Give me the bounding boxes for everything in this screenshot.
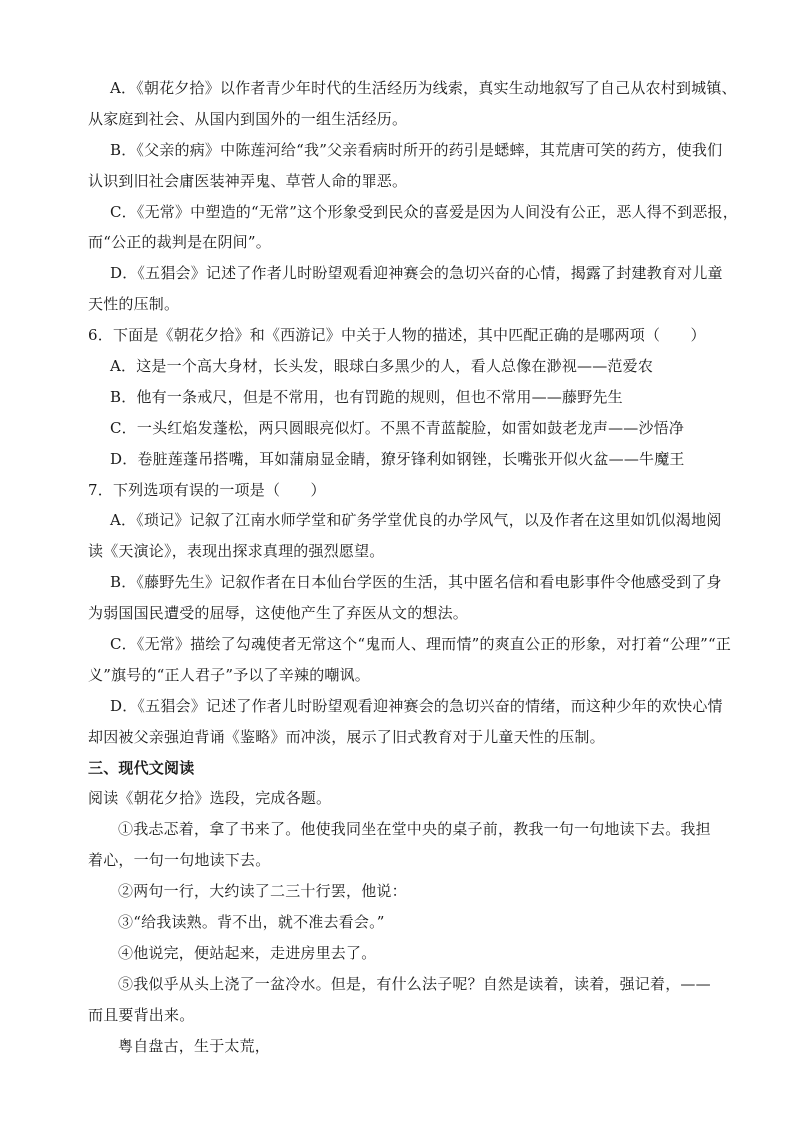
q7-option-b-line1: B．《藤野先生》记叙作者在日本仙台学医的生活，其中匿名信和看电影事件令他感受到了身 xyxy=(110,573,722,592)
q7-option-c-line1: C．《无常》描绘了勾魂使者无常这个“鬼而人、理而情”的爽直公正的形象，对打着“公理”“正 xyxy=(110,635,732,654)
document-page xyxy=(88,78,738,1067)
passage-paragraph-1-line1: ①我忐忑着，拿了书来了。他使我同坐在堂中央的桌子前，教我一句一句地读下去。我担 xyxy=(118,820,711,839)
reading-intro: 阅读《朝花夕拾》选段，完成各题。 xyxy=(88,789,332,808)
passage-paragraph-4: ④他说完，便站起来，走进房里去了。 xyxy=(118,943,377,962)
section-heading: 三、现代文阅读 xyxy=(88,758,195,777)
passage-paragraph-3: ③“给我读熟。背不出，就不准去看会。” xyxy=(118,913,385,932)
q5-option-a-line2: 从家庭到社会、从国内到国外的一组生活经历。 xyxy=(88,109,408,128)
q6-option-b: B．他有一条戒尺，但是不常用，也有罚跪的规则，但也不常用——藤野先生 xyxy=(110,387,623,406)
q5-option-d-line2: 天性的压制。 xyxy=(88,295,180,314)
q7-option-b-line2: 为弱国国民遭受的屈辱，这使他产生了弃医从文的想法。 xyxy=(88,604,469,623)
passage-paragraph-2: ②两句一行，大约读了二三十行罢，他说： xyxy=(118,882,407,901)
q7-option-a-line2: 读《天演论》，表现出探求真理的强烈愿望。 xyxy=(88,542,385,561)
passage-paragraph-1-line2: 着心，一句一句地读下去。 xyxy=(88,851,271,870)
q5-option-b-line1: B．《父亲的病》中陈莲河给“我”父亲看病时所开的药引是蟋蟀，其荒唐可笑的药方，使我们 xyxy=(110,140,723,159)
q6-option-d: D．卷脏莲蓬吊搭嘴，耳如蒲扇显金睛，獠牙锋利如钢锉，长嘴张开似火盆——牛魔王 xyxy=(110,449,685,468)
q5-option-b-line2: 认识到旧社会庸医装神弄鬼、草菅人命的罪恶。 xyxy=(88,171,408,190)
q5-option-d-line1: D．《五猖会》记述了作者儿时盼望观看迎神赛会的急切兴奋的心情，揭露了封建教育对儿童 xyxy=(110,264,723,283)
q5-option-c-line2: 而“公正的裁判是在阴间”。 xyxy=(88,233,271,252)
q5-option-c-line1: C．《无常》中塑造的“无常”这个形象受到民众的喜爱是因为人间没有公正，恶人得不到恶报， xyxy=(110,202,738,221)
q6-option-a: A．这是一个高大身材，长头发，眼球白多黑少的人，看人总像在渺视——范爱农 xyxy=(110,357,654,376)
q5-option-a-line1: A．《朝花夕拾》以作者青少年时代的生活经历为线索，真实生动地叙写了自己从农村到城镇、 xyxy=(110,79,737,97)
passage-verse: 粤自盘古，生于太荒， xyxy=(118,1036,271,1055)
q6-stem: 6．下面是《朝花夕拾》和《西游记》中关于人物的描述，其中匹配正确的是哪两项（ ） xyxy=(88,326,706,345)
q6-option-c: C．一头红焰发蓬松，两只圆眼亮似灯。不黑不青蓝靛脸，如雷如鼓老龙声——沙悟净 xyxy=(110,418,685,437)
q7-option-d-line2: 却因被父亲强迫背诵《鉴略》而冲淡，展示了旧式教育对于儿童天性的压制。 xyxy=(88,727,605,746)
q7-option-c-line2: 义”旗号的“正人君子”予以了辛辣的嘲讽。 xyxy=(88,665,371,684)
q7-option-d-line1: D．《五猖会》记述了作者儿时盼望观看迎神赛会的急切兴奋的情绪，而这种少年的欢快心情 xyxy=(110,696,723,715)
q7-option-a-line1: A．《琐记》记叙了江南水师学堂和矿务学堂优良的办学风气，以及作者在这里如饥似渴地阅 xyxy=(110,511,722,530)
q7-stem: 7．下列选项有误的一项是（ ） xyxy=(88,480,326,499)
passage-paragraph-5-line1: ⑤我似乎从头上浇了一盆冷水。但是，有什么法子呢？自然是读着，读着，强记着，—— xyxy=(118,974,711,993)
passage-paragraph-5-line2: 而且要背出来。 xyxy=(88,1005,195,1024)
